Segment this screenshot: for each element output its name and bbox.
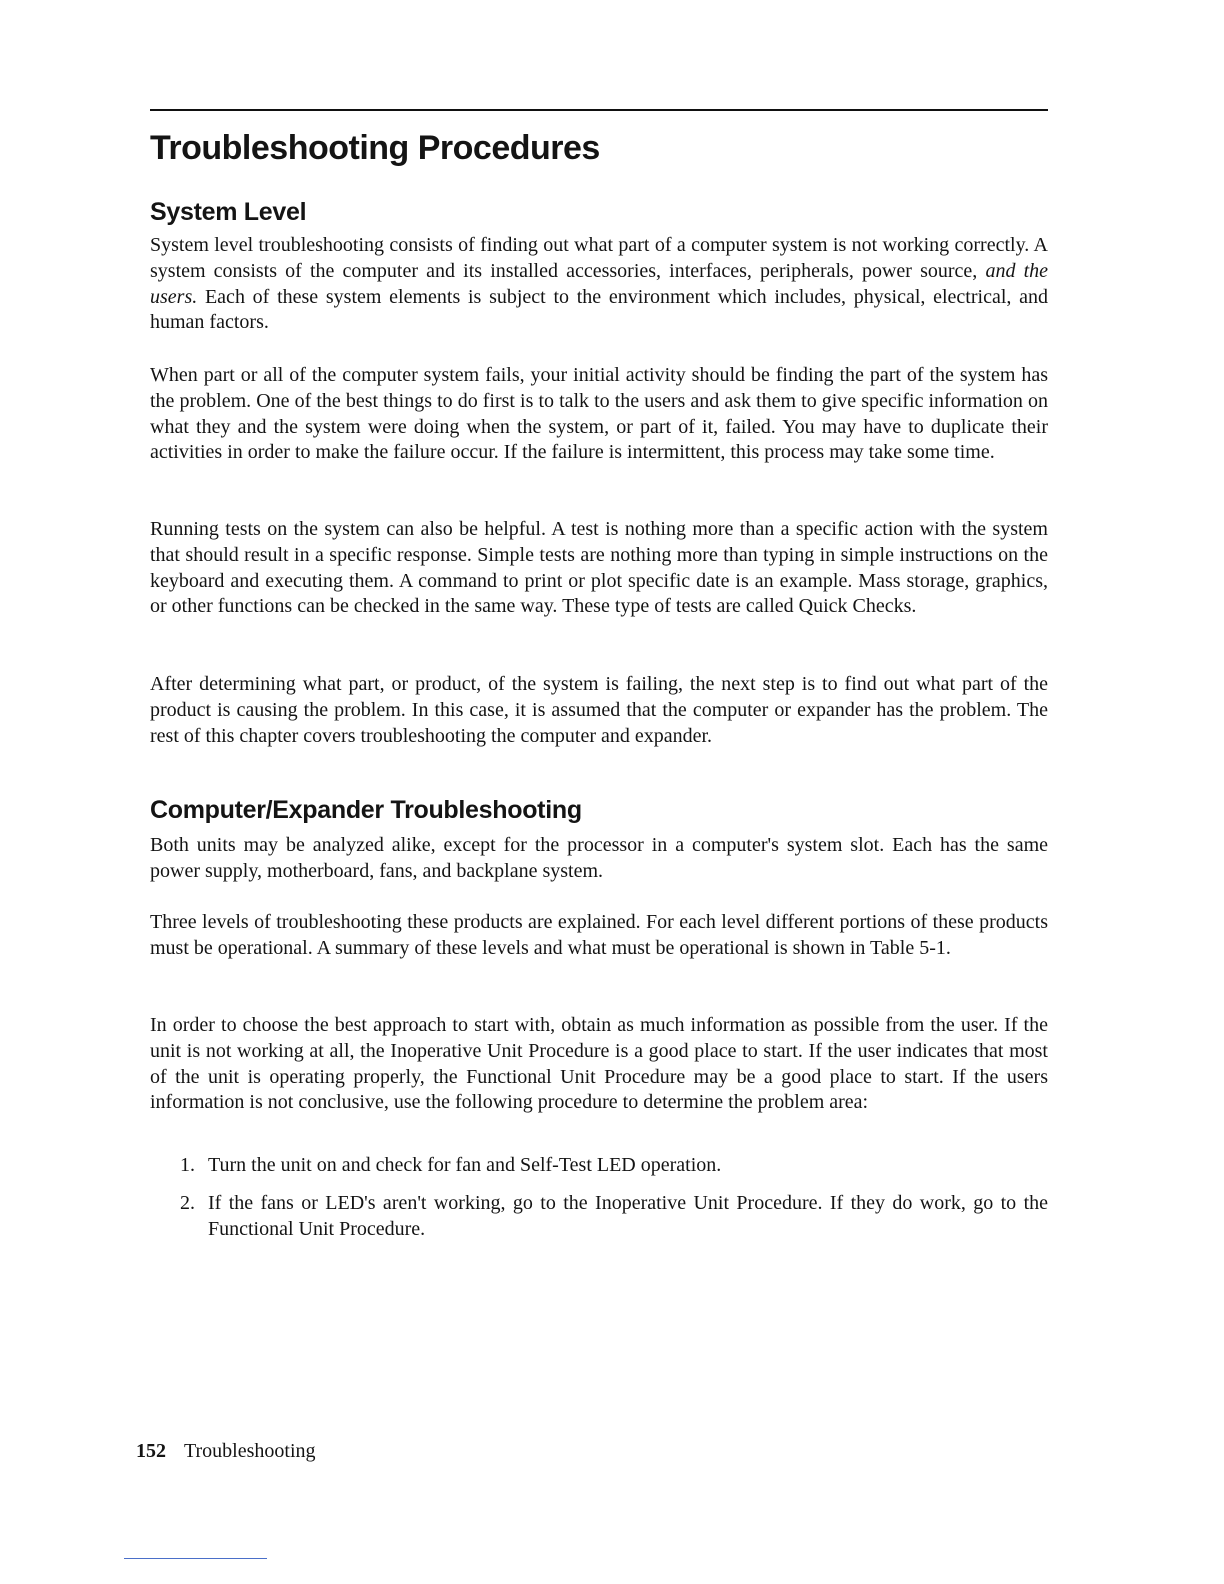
step-number: 1. [180, 1154, 195, 1176]
paragraph-system-level-1 [150, 233, 1048, 336]
document-page [136, 0, 1048, 1584]
bottom-edge-line [124, 1558, 267, 1559]
paragraph-computer-expander-1: Both units may be analyzed alike, except for the processor in a computer's system slot. Each has the same power supply, motherboard, fans, and backplane system. [150, 834, 1048, 882]
paragraph-computer-expander-3: In order to choose the best approach to start with, obtain as much information as possible from the user. If the unit is not working at all, the Inoperative Unit Procedure is a good place to start. If the user indicates that most of the unit is operating properly, the Functional Unit Procedure may be a good place to start. If the users information is not conclusive, use the following procedure to determine the problem area: [150, 1014, 1048, 1114]
emphasis-text: and the users. [150, 259, 1048, 308]
chapter-title: Troubleshooting Procedures [150, 129, 600, 167]
step-text: Turn the unit on and check for fan and Self-Test LED operation. [208, 1154, 722, 1176]
page-footer [136, 1438, 316, 1464]
step-number: 2. [180, 1191, 195, 1214]
paragraph-system-level-4: After determining what part, or product, of the system is failing, the next step is to find out what part of the product is causing the problem. In this case, it is assumed that the computer or expander has the problem. The rest of this chapter covers troubleshooting the computer and expander. [150, 673, 1048, 747]
page-number: 152 [136, 1440, 166, 1462]
paragraph-text: System level troubleshooting consists of finding out what part of a computer system is not working correctly. A system consists of the computer and its installed accessories, interfaces, peripherals, power source, [150, 234, 1048, 282]
paragraph-system-level-2: When part or all of the computer system fails, your initial activity should be finding the part of the system has the problem. One of the best things to do first is to talk to the users and ask them to give specific information on what they and the system were doing when the system, or part of it, failed. You may have to duplicate their activities in order to make the failure occur. If the failure is intermittent, this process may take some time. [150, 364, 1048, 464]
procedure-step [150, 1153, 1048, 1179]
top-rule [150, 109, 1048, 111]
running-title: Troubleshooting [184, 1440, 316, 1462]
procedure-steps [150, 1153, 1048, 1242]
step-text: If the fans or LED's aren't working, go to the Inoperative Unit Procedure. If they do work, go to the Functional Unit Procedure. [208, 1191, 1048, 1240]
paragraph-text: Each of these system elements is subject to the environment which includes, physical, electrical, and human factors. [150, 285, 1048, 334]
section-title-system-level: System Level [150, 198, 307, 226]
procedure-step [150, 1191, 1048, 1243]
paragraph-system-level-3: Running tests on the system can also be helpful. A test is nothing more than a specific action with the system that should result in a specific response. Simple tests are nothing more than typing in simple instructions on the keyboard and executing them. A command to print or plot specific date is an example. Mass storage, graphics, or other functions can be checked in the same way. These type of tests are called Quick Checks. [150, 518, 1048, 618]
section-title-computer-expander: Computer/Expander Troubleshooting [150, 796, 582, 824]
paragraph-computer-expander-2: Three levels of troubleshooting these products are explained. For each level different portions of these products must be operational. A summary of these levels and what must be operational is shown in Table 5-1. [150, 911, 1048, 959]
